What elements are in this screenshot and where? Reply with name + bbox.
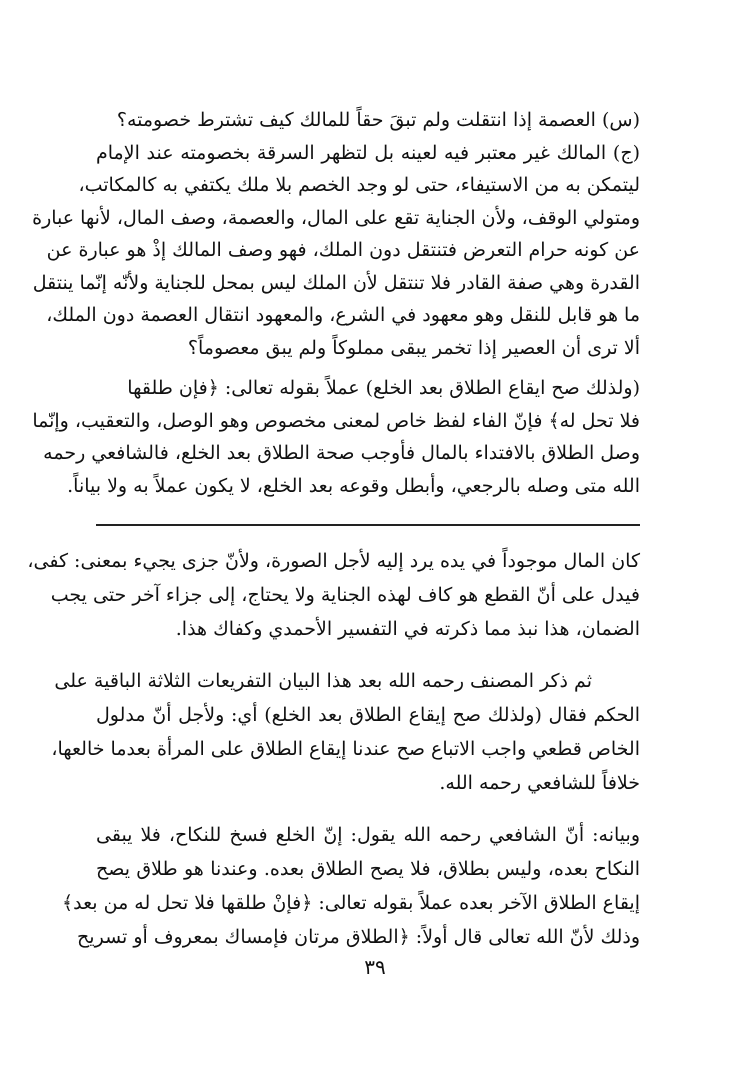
text-line: (ولذلك صح ايقاع الطلاق بعد الخلع) عملاً بقوله تعالى: ﴿فإن طلقها [127, 377, 640, 399]
text-line: القدرة وهي صفة القادر فلا تنتقل لأن الملك ليس بمحل للجناية ولأنّه إنّما ينتقل [32, 271, 640, 294]
text-line: فلا تحل له﴾ فإنّ الفاء لفظ خاص لمعنى مخصوص وهو الوصل، والتعقيب، وإنّما [32, 409, 640, 432]
text-line: ليتمكن به من الاستيفاء، حتى لو وجد الخصم بلا ملك يكتفي به كالمكاتب، [78, 174, 640, 196]
text-line: إيقاع الطلاق الآخر بعده عملاً بقوله تعالى: ﴿فإنْ طلقها فلا تحل له من بعد﴾ [62, 892, 640, 914]
main-text-section [32, 104, 640, 502]
text-line: وذلك لأنّ الله تعالى قال أولاً: ﴿الطلاق مرتان فإمساك بمعروف أو تسريح [77, 926, 640, 948]
separator-rule [96, 524, 640, 526]
text-line: ومتولي الوقف، ولأن الجناية تقع على المال، والعصمة، وصف المال، لأنها عبارة [32, 206, 640, 229]
text-line: ثم ذكر المصنف رحمه الله بعد هذا البيان التفريعات الثلاثة الباقية على [54, 670, 592, 692]
page-number: ٣٩ [364, 955, 386, 979]
text-line: (س) العصمة إذا انتقلت ولم تبقَ حقاً للمالك كيف تشترط خصومته؟ [116, 109, 640, 131]
text-line: (ج) المالك غير معتبر فيه لعينه بل لتظهر السرقة بخصومته عند الإمام [96, 141, 640, 164]
text-line: وبيانه: أنّ الشافعي رحمه الله يقول: إنّ الخلع فسخ للنكاح، فلا يبقى [96, 824, 640, 846]
text-line: النكاح بعده، وليس بطلاق، فلا يصح الطلاق بعده. وعندنا هو طلاق يصح [96, 858, 640, 880]
text-line: الله متى وصله بالرجعي، وأبطل وقوعه بعد الخلع، لا يكون عملاً به ولا بياناً. [67, 474, 640, 497]
commentary-paragraph [51, 664, 640, 800]
text-line: خلافاً للشافعي رحمه الله. [439, 772, 640, 794]
commentary-paragraph [62, 818, 640, 954]
text-line: كان المال موجوداً في يده يرد إليه لأجل الصورة، ولأنّ جزى يجيء بمعنى: كفى، [27, 550, 640, 572]
text-line: عن كونه حرام التعرض فتنتقل دون الملك، فهو وصف المالك إذْ هو عبارة عن [46, 239, 640, 261]
question-answer-paragraph [32, 104, 640, 364]
text-line: ألا ترى أن العصير إذا تخمر يبقى مملوكاً ولم يبق معصوماً؟ [187, 336, 640, 359]
text-line: فيدل على أنّ القطع هو كاف لهذه الجناية ولا يحتاج، إلى جزاء آخر حتى يجب [50, 584, 640, 606]
text-line: الخاص قطعي واجب الاتباع صح عندنا إيقاع الطلاق على المرأة بعدما خالعها، [51, 738, 640, 760]
commentary-section [27, 544, 640, 954]
text-line: الحكم فقال (ولذلك صح إيقاع الطلاق بعد الخلع) أي: ولأجل أنّ مدلول [96, 704, 640, 726]
text-line: الضمان، هذا نبذ مما ذكرته في التفسير الأحمدي وكفاك هذا. [175, 618, 640, 640]
commentary-paragraph [27, 544, 640, 646]
text-line: ما هو قابل للنقل وهو معهود في الشرع، والمعهود انتقال العصمة دون الملك، [46, 304, 640, 326]
text-line: وصل الطلاق بالافتداء بالمال فأوجب صحة الطلاق بعد الخلع، فالشافعي رحمه [43, 442, 640, 464]
khul-paragraph [32, 372, 640, 502]
